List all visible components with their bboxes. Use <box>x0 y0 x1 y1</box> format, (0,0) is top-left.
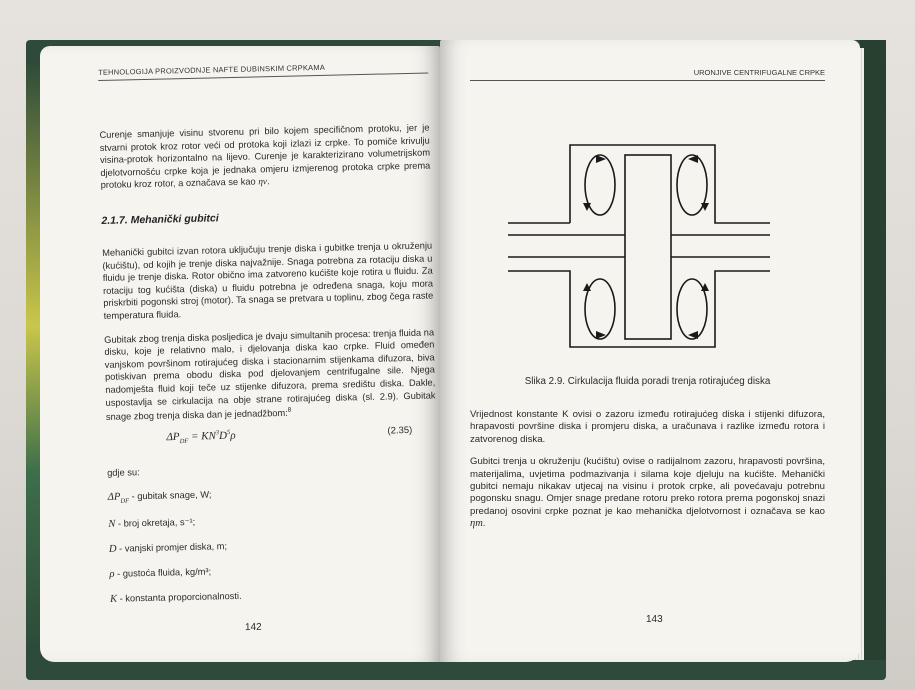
page-number-right: 143 <box>646 614 663 625</box>
def-text: - gustoća fluida, kg/m³; <box>117 566 212 579</box>
intro-paragraph: Curenje smanjuje visinu stvorenu pri bilo kojem specifičnom protoku, jer je stvarni protok kroz rotor veći od protoka koji izlazi iz crpke. To pomiče krivulju visina-protok horizontalno na lijevo. Curenje je karakterizirano volumetrijskom djelotvornošću crpke koja je jednaka omjeru izmjerenog protoka crpke prema protoku kroz rotor, a označava se kao ηv. <box>99 122 431 191</box>
left-page <box>40 46 440 662</box>
right-page-content <box>470 68 825 531</box>
section-heading: 2.1.7. Mehanički gubitci <box>101 212 219 227</box>
definition-item <box>108 484 438 505</box>
paragraph-disc-friction-text: Gubitak zbog trenja diska posljedica je dvaju simultanih procesa: trenja fluida na disku, koje je relativno malo, i djelovanja diska kao crpke. Fluid omeđen vanjskom površinom rotirajućeg diska i stacionarnim stijenkama difuzora, biva potiskivan prema obodu diska pod djelovanjem centrifugalne sile. Njega nadomješta fluid koji teče uz stijenke difuzora, prema središtu diska. Dakle, uspostavlja se cirkulacija na obje strane rotirajućeg diska (sl. 2.9). Gubitak snage zbog trenja diska dan je jednadžbom: <box>104 326 436 423</box>
def-symbol: D <box>108 543 117 555</box>
def-text: - konstanta proporcionalnosti. <box>119 590 242 604</box>
def-text: - vanjski promjer diska, m; <box>118 541 228 554</box>
def-text: - broj okretaja, s⁻¹; <box>117 516 196 529</box>
paragraph-housing-friction-text: Gubitci trenja u okruženju (kućištu) ovise o radijalnom zazoru, hrapavosti površina, materijalima, uvjetima podmazivanja i silama koje djeluju na kućište. Mehanički gubitci nemaju nikakav utjecaj na visinu i protok crpke, ali povećavaju potrebnu pogonsku snagu. Omjer snage predane rotoru preko rotora prema pogonskoj snazi predanoj osovini crpke poznat je kao mehanička djelotvornost i označava se kao <box>470 456 825 517</box>
figure-2-9 <box>470 103 825 358</box>
paragraph-disc-friction <box>104 326 436 424</box>
def-text: - gubitak snage, W; <box>131 489 212 502</box>
equation-number: (2.35) <box>387 424 413 437</box>
running-head-left: TEHNOLOGIJA PROIZVODNJE NAFTE DUBINSKIM CRPKAMA <box>98 62 326 77</box>
paragraph-housing-friction: Gubitci trenja u okruženju (kućištu) ovise o radijalnom zazoru, hrapavosti površina, materijalima, uvjetima podmazivanja i silama koje djeluju na kućište. Mehanički gubitci nemaju nikakav utjecaj na visinu i protok crpke, ali povećavaju potrebnu pogonsku snagu. Omjer snage predane rotoru preko rotora prema pogonskoj snazi predanoj osovini crpke poznat je kao mehanička djelotvornost i označava se kao ηm. <box>470 456 825 530</box>
def-symbol: K <box>109 593 118 605</box>
header-rule-right <box>470 80 825 81</box>
definition-item <box>109 561 439 579</box>
intro-text: Curenje smanjuje visinu stvorenu pri bilo kojem specifičnom protoku, jer je stvarni protok kroz rotor veći od protoka koji izlazi iz crpke. To pomiče krivulju visina-protok horizontalno na lijevo. Curenje je karakterizirano volumetrijskom djelotvornošću crpke koja je jednaka omjeru izmjerenog protoka crpke prema protoku kroz rotor, a označava se kao <box>99 122 431 191</box>
page-number-left: 142 <box>244 621 262 634</box>
eta-m-symbol: ηm <box>470 518 483 530</box>
rotating-disc <box>625 155 671 339</box>
paragraph-constant-k: Vrijednost konstante K ovisi o zazoru između rotirajućeg diska i stijenki difuzora, hrapavosti površine diska i promjeru diska, a uračunava i razlike između rotora i zatvorenog diska. <box>470 409 825 445</box>
where-label: gdje su: <box>107 466 140 478</box>
def-symbol: ρ <box>109 568 115 580</box>
figure-caption: Slika 2.9. Cirkulacija fluida poradi trenja rotirajućeg diska <box>524 376 771 387</box>
running-head-right: URONJIVE CENTRIFUGALNE CRPKE <box>693 68 825 77</box>
disc-friction-diagram <box>470 103 825 358</box>
definition-item <box>109 536 439 554</box>
left-page-content <box>98 61 440 619</box>
def-symbol: N <box>108 518 116 530</box>
paragraph-mechanical-losses: Mehanički gubitci izvan rotora uključuju trenje diska i gubitke trenja u okruženju (kućištu), od kojih je trenje diska najvažnije. Snaga potrebna za rotaciju diska u fluidu je trenje diska. Rotor obično ima zatvoreno kućište koje rotira u fluidu. Za rotaciju tog kućišta (diska) u fluidu potrebna je određena snaga, koju mora priskrbiti pogonski stroj (motor). Ta snaga se pretvara u toplinu, zbog čega raste temperatura fluida. <box>102 240 434 321</box>
equation-formula: $\Delta P_{DF} = KN^3D^5\rho$ <box>166 428 236 445</box>
footnote-mark: 8 <box>287 406 292 414</box>
def-symbol: $\Delta P_{DF}$ <box>107 491 130 505</box>
eta-v-symbol: ηv <box>258 177 268 188</box>
right-page <box>440 40 860 662</box>
equation-2-35 <box>106 420 437 453</box>
definition-item <box>110 586 440 604</box>
definition-item <box>108 511 438 529</box>
